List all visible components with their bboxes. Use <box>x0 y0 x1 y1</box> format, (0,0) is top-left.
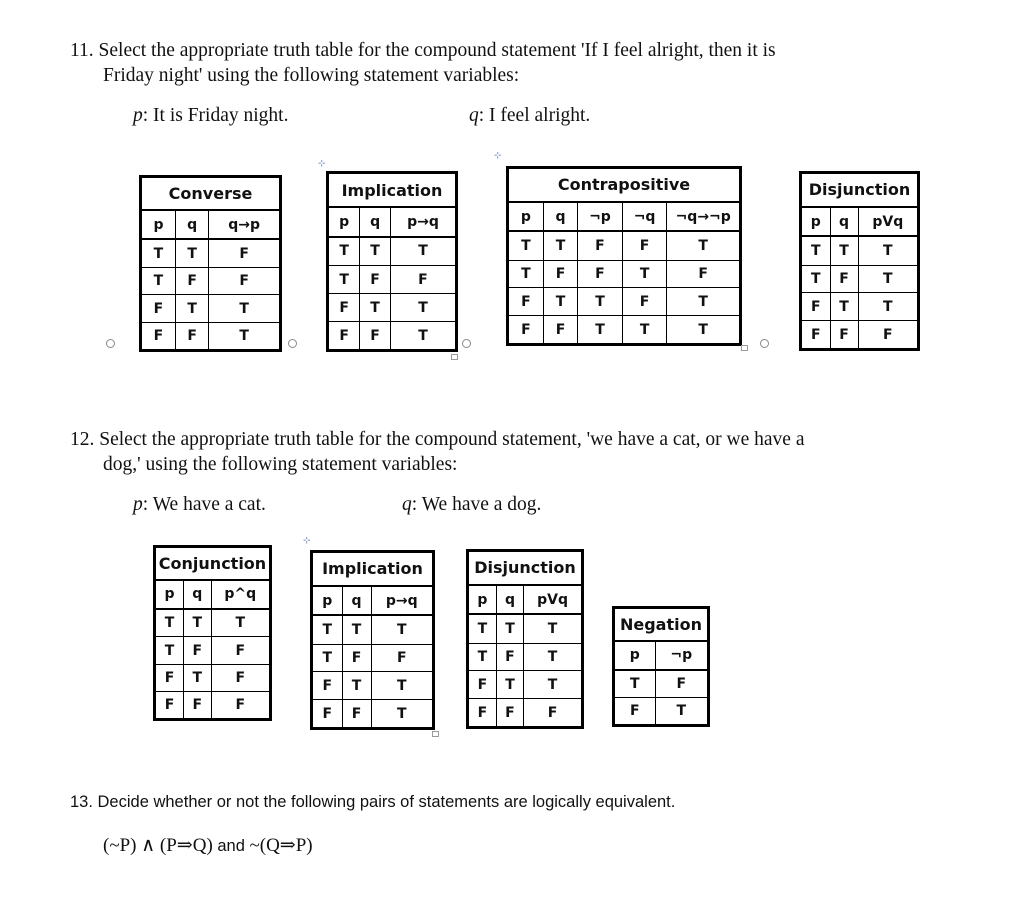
truth-table-cell: F <box>371 644 432 672</box>
truth-table-cell: T <box>211 609 269 637</box>
q12-table-negation <box>612 606 710 727</box>
truth-table-cell: F <box>156 664 184 691</box>
resize-handle[interactable] <box>451 354 458 360</box>
truth-table-cell: F <box>209 239 279 267</box>
truth-table-cell: T <box>524 671 581 699</box>
q12-p-var: p <box>133 494 143 515</box>
truth-table-cell: F <box>830 321 858 348</box>
truth-table-cell: F <box>175 322 208 349</box>
truth-table-cell: T <box>390 322 455 349</box>
q13-right-statement: ~(Q⇒P) <box>249 835 313 856</box>
truth-table-header: p <box>802 207 830 237</box>
q11-option-disjunction-radio[interactable] <box>760 339 769 348</box>
truth-table-cell: F <box>360 322 391 349</box>
truth-table-cell: T <box>830 293 858 321</box>
truth-table-header: q <box>360 207 391 237</box>
truth-table-cell: F <box>802 293 830 321</box>
truth-table-grid <box>329 174 455 349</box>
truth-table-header: ¬q→¬p <box>667 202 739 232</box>
truth-table-cell: T <box>360 237 391 266</box>
q12-table-implication <box>310 550 435 730</box>
truth-table-title: Negation <box>615 609 707 641</box>
truth-table-header: p→q <box>371 586 432 616</box>
truth-table-row <box>156 664 269 691</box>
truth-table-cell: F <box>655 670 707 698</box>
truth-table-cell: F <box>313 672 342 700</box>
q11-option-converse-radio[interactable] <box>106 339 115 348</box>
truth-table-cell: T <box>667 288 739 316</box>
truth-table-grid <box>313 553 432 727</box>
truth-table-row <box>142 295 279 322</box>
truth-table-header: q <box>543 202 577 232</box>
q12-table-conjunction <box>153 545 272 721</box>
truth-table-grid <box>615 609 707 724</box>
q13-left-statement: (~P) ∧ (P⇒Q) <box>103 835 213 856</box>
truth-table-row <box>313 644 432 672</box>
truth-table-cell: T <box>578 316 623 343</box>
truth-table-row <box>469 699 581 726</box>
truth-table-row <box>313 672 432 700</box>
truth-table-cell: T <box>184 609 212 637</box>
truth-table-row <box>313 615 432 644</box>
q11-table-contrapositive <box>506 166 742 346</box>
truth-table-cell: T <box>496 671 523 699</box>
q11-table-disjunction <box>799 171 920 351</box>
truth-table-row <box>329 266 455 294</box>
truth-table-cell: T <box>360 294 391 322</box>
truth-table-cell: T <box>156 637 184 664</box>
truth-table-cell: F <box>615 698 655 724</box>
truth-table-cell: F <box>329 294 360 322</box>
truth-table-cell: T <box>342 672 371 700</box>
truth-table-cell: T <box>142 239 175 267</box>
truth-table-cell: F <box>390 266 455 294</box>
truth-table-header: q <box>342 586 371 616</box>
truth-table-title: Conjunction <box>156 548 269 580</box>
q11-q-definition <box>469 104 590 128</box>
truth-table-cell: T <box>543 231 577 260</box>
truth-table-row <box>156 637 269 664</box>
truth-table-header: p <box>329 207 360 237</box>
truth-table-cell: T <box>329 266 360 294</box>
truth-table-header: ¬p <box>578 202 623 232</box>
truth-table-cell: T <box>313 644 342 672</box>
truth-table-cell: F <box>578 231 623 260</box>
truth-table-cell: F <box>524 699 581 726</box>
truth-table-cell: T <box>622 316 667 343</box>
truth-table-row <box>509 260 739 288</box>
truth-table-cell: T <box>509 260 543 288</box>
truth-table-cell: T <box>802 236 830 265</box>
q12-q-var: q <box>402 494 412 515</box>
truth-table-row <box>802 321 917 348</box>
q11-table-converse <box>139 175 282 352</box>
truth-table-row <box>329 237 455 266</box>
truth-table-cell: T <box>858 265 917 293</box>
q12-p-definition <box>133 493 266 517</box>
q11-q-var: q <box>469 105 479 126</box>
truth-table-row <box>156 609 269 637</box>
truth-table-cell: F <box>209 268 279 295</box>
truth-table-cell: T <box>858 293 917 321</box>
truth-table-grid <box>469 552 581 726</box>
truth-table-cell: F <box>342 644 371 672</box>
q11-option-implication-radio[interactable] <box>288 339 297 348</box>
q12-q-definition <box>402 493 541 517</box>
truth-table-row <box>802 265 917 293</box>
q13-statement-pair <box>103 834 313 857</box>
q11-prompt-line1: 11. Select the appropriate truth table for the compound statement 'If I feel alright, then it is <box>70 40 776 61</box>
anchor-icon: ⊹ <box>494 151 502 161</box>
truth-table-title: Implication <box>313 553 432 586</box>
truth-table-cell: F <box>175 268 208 295</box>
truth-table-header: p <box>313 586 342 616</box>
truth-table-cell: T <box>209 322 279 349</box>
truth-table-cell: T <box>667 316 739 343</box>
truth-table-cell: F <box>622 288 667 316</box>
q12-prompt-line1: 12. Select the appropriate truth table for the compound statement, 'we have a cat, or we have a <box>70 429 805 450</box>
truth-table-row <box>615 698 707 724</box>
truth-table-title: Contrapositive <box>509 169 739 202</box>
truth-table-cell: T <box>496 614 523 643</box>
q11-p-var: p <box>133 105 143 126</box>
truth-table-cell: F <box>211 691 269 718</box>
truth-table-row <box>156 691 269 718</box>
truth-table-header: q <box>175 210 208 239</box>
truth-table-header: p→q <box>390 207 455 237</box>
truth-table-row <box>142 322 279 349</box>
truth-table-row <box>469 643 581 671</box>
q12-q-text: : We have a dog. <box>411 494 542 515</box>
truth-table-header: p <box>142 210 175 239</box>
truth-table-header: q <box>830 207 858 237</box>
truth-table-cell: F <box>802 321 830 348</box>
truth-table-cell: F <box>830 265 858 293</box>
truth-table-row <box>469 671 581 699</box>
truth-table-cell: T <box>390 294 455 322</box>
truth-table-cell: F <box>496 699 523 726</box>
truth-table-cell: F <box>509 288 543 316</box>
q11-table-implication <box>326 171 458 352</box>
q11-option-contrapositive-radio[interactable] <box>462 339 471 348</box>
truth-table-cell: T <box>667 231 739 260</box>
truth-table-cell: F <box>622 231 667 260</box>
truth-table-cell: T <box>622 260 667 288</box>
truth-table-cell: T <box>830 236 858 265</box>
truth-table-cell: T <box>184 664 212 691</box>
resize-handle[interactable] <box>432 731 439 737</box>
truth-table-cell: F <box>211 637 269 664</box>
q11-p-text: : It is Friday night. <box>142 105 289 126</box>
truth-table-cell: F <box>211 664 269 691</box>
truth-table-cell: F <box>509 316 543 343</box>
truth-table-title: Implication <box>329 174 455 207</box>
truth-table-header: q→p <box>209 210 279 239</box>
truth-table-cell: F <box>342 700 371 727</box>
truth-table-row <box>313 700 432 727</box>
truth-table-cell: T <box>175 239 208 267</box>
truth-table-cell: T <box>543 288 577 316</box>
truth-table-row <box>509 316 739 343</box>
truth-table-grid <box>509 169 739 343</box>
truth-table-cell: F <box>313 700 342 727</box>
truth-table-cell: F <box>469 699 496 726</box>
truth-table-title: Converse <box>142 178 279 210</box>
truth-table-cell: T <box>615 670 655 698</box>
truth-table-cell: T <box>802 265 830 293</box>
truth-table-cell: T <box>371 700 432 727</box>
truth-table-cell: F <box>578 260 623 288</box>
truth-table-row <box>142 268 279 295</box>
truth-table-header: p^q <box>211 580 269 609</box>
q13-and-label: and <box>212 837 250 855</box>
truth-table-cell: T <box>371 672 432 700</box>
truth-table-header: ¬q <box>622 202 667 232</box>
q12-prompt <box>70 427 804 477</box>
truth-table-cell: T <box>469 614 496 643</box>
q11-prompt-line2: Friday night' using the following statement variables: <box>103 65 520 86</box>
truth-table-cell: F <box>496 643 523 671</box>
truth-table-cell: T <box>578 288 623 316</box>
anchor-icon: ⊹ <box>318 159 326 169</box>
truth-table-cell: T <box>142 268 175 295</box>
truth-table-cell: T <box>175 295 208 322</box>
truth-table-row <box>329 322 455 349</box>
truth-table-cell: T <box>313 615 342 644</box>
truth-table-header: p <box>469 585 496 615</box>
truth-table-cell: F <box>469 671 496 699</box>
truth-table-header: p <box>615 641 655 670</box>
truth-table-cell: T <box>156 609 184 637</box>
q13-prompt: 13. Decide whether or not the following pairs of statements are logically equivalent. <box>70 793 676 811</box>
truth-table-cell: F <box>667 260 739 288</box>
truth-table-grid <box>802 174 917 348</box>
truth-table-header: pVq <box>858 207 917 237</box>
truth-table-row <box>802 236 917 265</box>
truth-table-cell: F <box>156 691 184 718</box>
truth-table-cell: T <box>858 236 917 265</box>
truth-table-cell: T <box>524 643 581 671</box>
truth-table-cell: F <box>360 266 391 294</box>
truth-table-header: p <box>156 580 184 609</box>
truth-table-header: pVq <box>524 585 581 615</box>
truth-table-cell: F <box>858 321 917 348</box>
truth-table-cell: F <box>543 260 577 288</box>
truth-table-cell: T <box>524 614 581 643</box>
truth-table-header: p <box>509 202 543 232</box>
truth-table-header: q <box>496 585 523 615</box>
anchor-icon: ⊹ <box>303 536 311 546</box>
q12-table-disjunction <box>466 549 584 729</box>
truth-table-cell: F <box>329 322 360 349</box>
truth-table-header: ¬p <box>655 641 707 670</box>
truth-table-cell: T <box>509 231 543 260</box>
q11-q-text: : I feel alright. <box>478 105 591 126</box>
truth-table-cell: F <box>543 316 577 343</box>
truth-table-row <box>509 231 739 260</box>
q11-p-definition <box>133 104 288 128</box>
truth-table-row <box>329 294 455 322</box>
truth-table-cell: T <box>371 615 432 644</box>
q12-p-text: : We have a cat. <box>142 494 266 515</box>
truth-table-grid <box>156 548 269 718</box>
q12-prompt-line2: dog,' using the following statement variables: <box>103 454 458 475</box>
truth-table-cell: T <box>342 615 371 644</box>
resize-handle[interactable] <box>741 345 748 351</box>
truth-table-grid <box>142 178 279 349</box>
truth-table-cell: T <box>329 237 360 266</box>
truth-table-title: Disjunction <box>802 174 917 207</box>
truth-table-cell: F <box>184 691 212 718</box>
truth-table-row <box>469 614 581 643</box>
truth-table-row <box>142 239 279 267</box>
truth-table-row <box>802 293 917 321</box>
truth-table-row <box>615 670 707 698</box>
truth-table-title: Disjunction <box>469 552 581 585</box>
truth-table-cell: T <box>655 698 707 724</box>
truth-table-header: q <box>184 580 212 609</box>
q11-prompt <box>70 38 776 88</box>
truth-table-cell: T <box>390 237 455 266</box>
truth-table-cell: T <box>469 643 496 671</box>
truth-table-cell: F <box>184 637 212 664</box>
truth-table-cell: F <box>142 322 175 349</box>
truth-table-cell: F <box>142 295 175 322</box>
truth-table-cell: T <box>209 295 279 322</box>
truth-table-row <box>509 288 739 316</box>
